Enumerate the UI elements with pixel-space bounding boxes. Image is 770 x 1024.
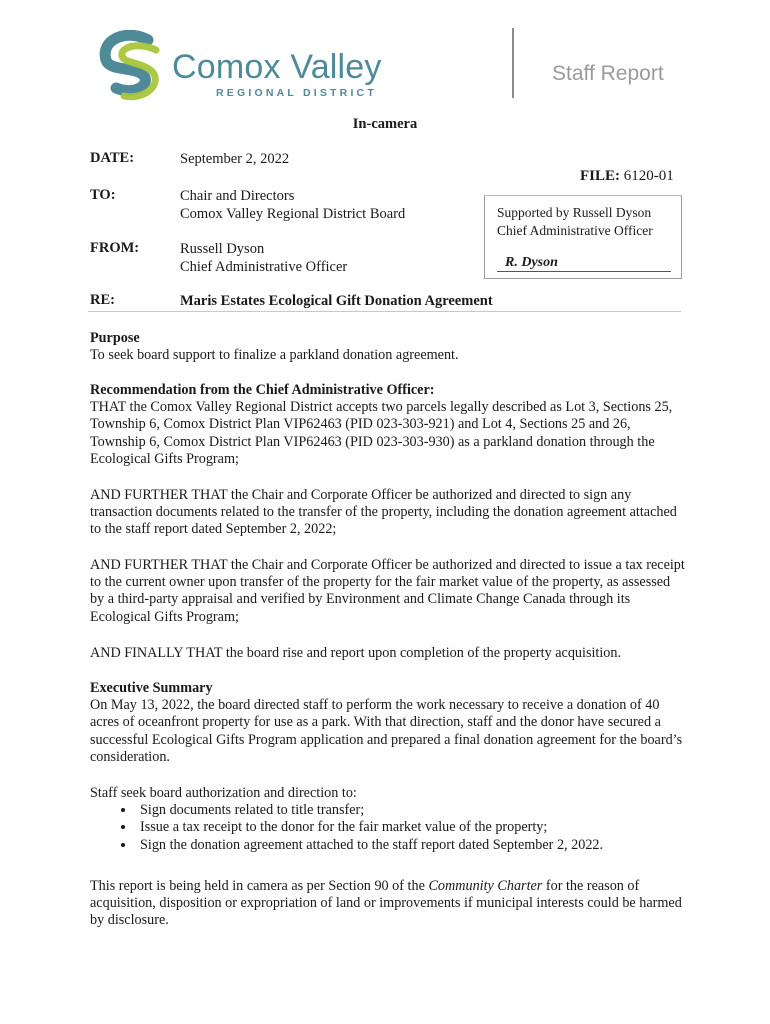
document-type: Staff Report xyxy=(552,62,664,85)
org-subtitle: REGIONAL DISTRICT xyxy=(216,87,377,99)
from-line-1: Russell Dyson xyxy=(180,241,265,257)
recommendation-p2: AND FURTHER THAT the Chair and Corporate Officer be authorized and directed to sign any transaction documents related to the transfer of the property, including the donation agreement attached to the staff report dated September 2, 2022; xyxy=(90,487,677,538)
purpose-text: To seek board support to finalize a parkland donation agreement. xyxy=(90,347,459,364)
from-sender xyxy=(180,240,347,276)
authorization-list xyxy=(90,802,686,854)
to-recipient xyxy=(180,187,405,223)
recommendation-p3: AND FURTHER THAT the Chair and Corporate Officer be authorized and directed to issue a tax receipt to the current owner upon transfer of the property for the fair market value of the property, as assessed by a third-party appraisal and verified by Environment and Climate Change Canada through its Ecological Gifts Program; xyxy=(90,557,685,625)
list-item: • Sign the donation agreement attached to the staff report dated September 2, 2022. xyxy=(136,837,686,854)
to-label: TO: xyxy=(90,187,116,203)
purpose-section xyxy=(90,330,686,364)
signature: R. Dyson xyxy=(505,255,558,270)
header-rule xyxy=(88,311,681,312)
to-line-2: Comox Valley Regional District Board xyxy=(180,206,406,222)
re-label: RE: xyxy=(90,292,115,308)
closing-text-1: This report is being held in camera as per Section 90 of the xyxy=(90,878,429,894)
header-divider xyxy=(512,28,514,98)
file-label: FILE: xyxy=(580,168,621,184)
authorization-intro: Staff seek board authorization and direction to: xyxy=(90,785,357,801)
signature-line xyxy=(497,271,671,272)
recommendation-p4: AND FINALLY THAT the board rise and report upon completion of the property acquisition. xyxy=(90,645,622,661)
classification-heading: In-camera xyxy=(352,116,418,132)
re-subject: Maris Estates Ecological Gift Donation Agreement xyxy=(180,293,493,309)
support-line-1: Supported by Russell Dyson xyxy=(497,205,652,220)
support-text xyxy=(497,204,653,240)
support-line-2: Chief Administrative Officer xyxy=(497,223,653,238)
authorization-section xyxy=(90,785,686,854)
support-box xyxy=(484,195,682,279)
to-line-1: Chair and Directors xyxy=(180,188,295,204)
executive-summary-p1: On May 13, 2022, the board directed staff to perform the work necessary to receive a donation of 40 acres of oceanfront property for use as a park. With that direction, staff and the donor have secured a successful Ecological Gifts Program application and prepared a final donation agreement for the board’s consideration. xyxy=(90,697,683,765)
date-label: DATE: xyxy=(90,150,135,166)
closing-paragraph xyxy=(90,878,686,930)
list-item: • Issue a tax receipt to the donor for the fair market value of the property; xyxy=(136,819,686,836)
file-value: 6120-01 xyxy=(623,168,674,184)
file-reference xyxy=(580,168,674,185)
from-line-2: Chief Administrative Officer xyxy=(180,259,348,275)
recommendation-section xyxy=(90,382,686,468)
recommendation-p1: THAT the Comox Valley Regional District accepts two parcels legally described as Lot 3, Sections 25, Township 6, Comox District Plan VIP62463 (PID 023-303-921) and Lot 4, Sections 25 and 26, Township 6, Comox District Plan VIP62463 (PID 023-303-930) as a parkland donation through the Ecological Gifts Program; xyxy=(90,399,673,467)
executive-summary-heading: Executive Summary xyxy=(90,680,213,696)
date-value: September 2, 2022 xyxy=(180,151,290,167)
org-logo xyxy=(96,30,396,102)
closing-emphasis: Community Charter xyxy=(428,878,543,894)
org-name: Comox Valley xyxy=(172,48,382,86)
closing-text-2: for the reason of acquisition, disposition or expropriation of land or improvements if municipal interests could be harmed by disclosure. xyxy=(90,878,682,929)
list-item: • Sign documents related to title transfer; xyxy=(136,802,686,819)
org-logo-mark-icon xyxy=(96,30,168,102)
recommendation-heading: Recommendation from the Chief Administrative Officer: xyxy=(90,382,435,398)
from-label: FROM: xyxy=(90,240,140,256)
purpose-heading: Purpose xyxy=(90,330,140,346)
executive-summary-section xyxy=(90,680,686,766)
